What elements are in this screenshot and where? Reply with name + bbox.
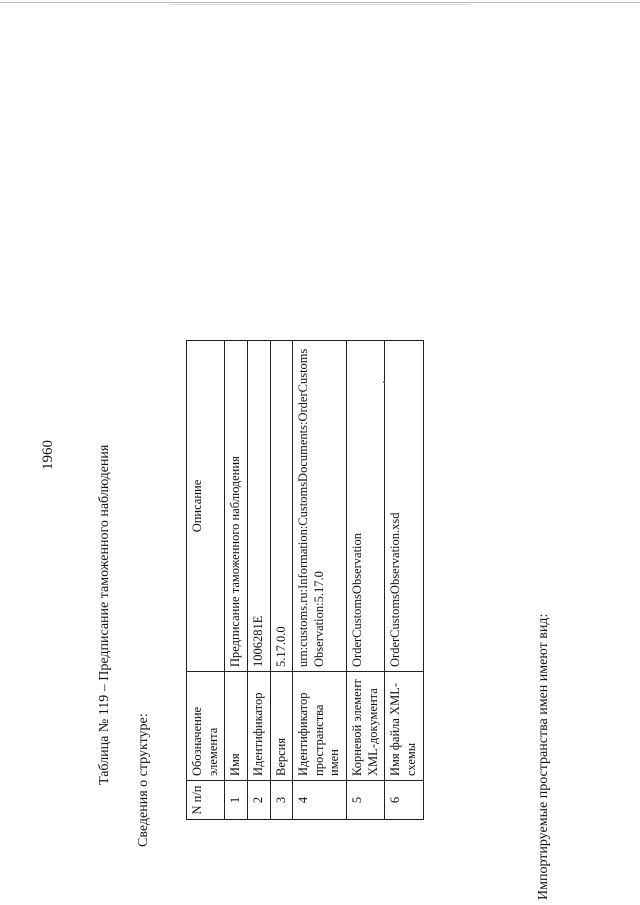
- table-row: [270, 341, 293, 820]
- table-title: Таблица № 119 – Предписание таможенного наблюдения: [97, 444, 112, 785]
- table-row: [385, 341, 423, 820]
- row-num: 4: [293, 781, 347, 820]
- row-element: Идентификатор: [247, 672, 270, 781]
- row-num: 1: [225, 781, 248, 820]
- structure-caption: Сведения о структуре:: [136, 713, 151, 847]
- table-row: [225, 341, 248, 820]
- header-description: Описание: [187, 341, 225, 672]
- table-row: [293, 341, 347, 820]
- row-num: 5: [347, 781, 385, 820]
- table-row: [247, 341, 270, 820]
- page-number: 1960: [40, 440, 56, 470]
- row-num: 2: [247, 781, 270, 820]
- row-element: Корневой элемент XML-документа: [347, 672, 385, 781]
- row-element: Имя файла XML-схемы: [385, 672, 423, 781]
- table-header-row: [187, 341, 225, 820]
- row-element: Имя: [225, 672, 248, 781]
- header-num: N п/п: [187, 781, 225, 820]
- table-row: [347, 341, 385, 820]
- row-num: 6: [385, 781, 423, 820]
- scan-speck: [383, 381, 385, 383]
- row-description: 1006281E: [247, 341, 270, 672]
- row-description: 5.17.0.0: [270, 341, 293, 672]
- row-element: Версия: [270, 672, 293, 781]
- row-description: urn:customs.ru:Information:CustomsDocuments:OrderCustomsObservation:5.17.0: [293, 341, 347, 672]
- header-element: Обозначение элемента: [187, 672, 225, 781]
- row-description: Предписание таможенного наблюдения: [225, 341, 248, 672]
- namespaces-caption: Импортируемые пространства имен имеют вид:: [536, 613, 551, 900]
- row-element: Идентификатор пространства имен: [293, 672, 347, 781]
- row-description: OrderCustomsObservation: [347, 341, 385, 672]
- row-num: 3: [270, 781, 293, 820]
- structure-table: [186, 340, 424, 820]
- row-description: OrderCustomsObservation.xsd: [385, 341, 423, 672]
